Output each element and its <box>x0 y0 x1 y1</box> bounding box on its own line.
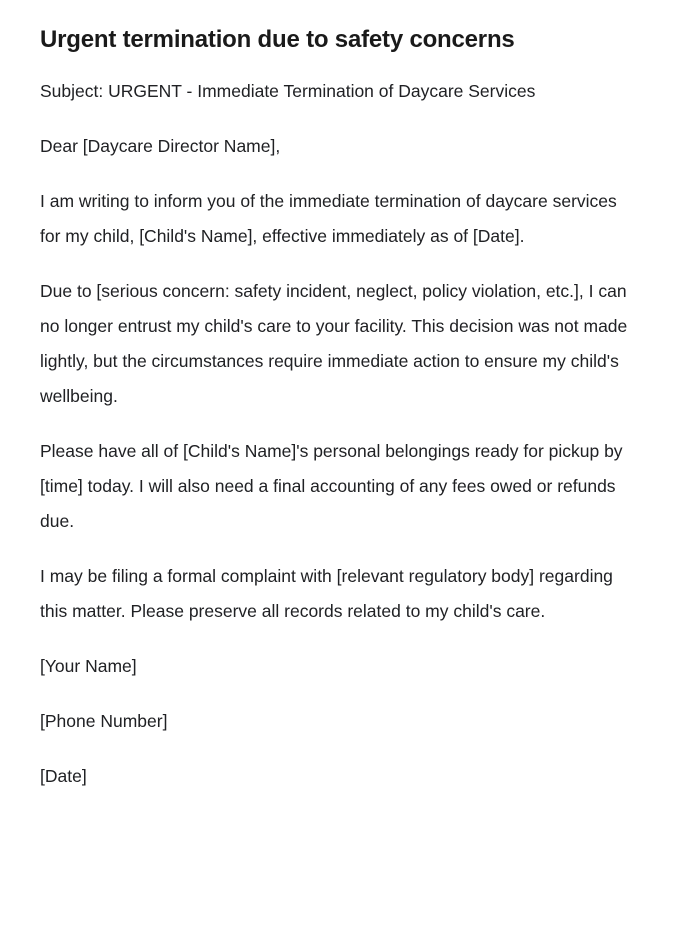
letter-body <box>40 74 640 794</box>
paragraph-notice: I am writing to inform you of the immediate termination of daycare services for my child, [Child's Name], effective immediately as of [Date]. <box>40 191 617 246</box>
paragraph-complaint: I may be filing a formal complaint with [relevant regulatory body] regarding this matter. Please preserve all records related to my child's care. <box>40 566 613 621</box>
paragraph-belongings: Please have all of [Child's Name]'s personal belongings ready for pickup by [time] today. I will also need a final accounting of any fees owed or refunds due. <box>40 441 623 531</box>
paragraph-subject: Subject: URGENT - Immediate Termination of Daycare Services <box>40 81 536 101</box>
page-title: Urgent termination due to safety concerns <box>40 26 515 53</box>
signature-date: [Date] <box>40 766 87 786</box>
paragraph-salutation: Dear [Daycare Director Name], <box>40 136 281 156</box>
signature-name: [Your Name] <box>40 656 137 676</box>
signature-phone: [Phone Number] <box>40 711 168 731</box>
paragraph-reason: Due to [serious concern: safety incident, neglect, policy violation, etc.], I can no longer entrust my child's care to your facility. This decision was not made lightly, but the circumstances require immediate action to ensure my child's wellbeing. <box>40 281 628 406</box>
